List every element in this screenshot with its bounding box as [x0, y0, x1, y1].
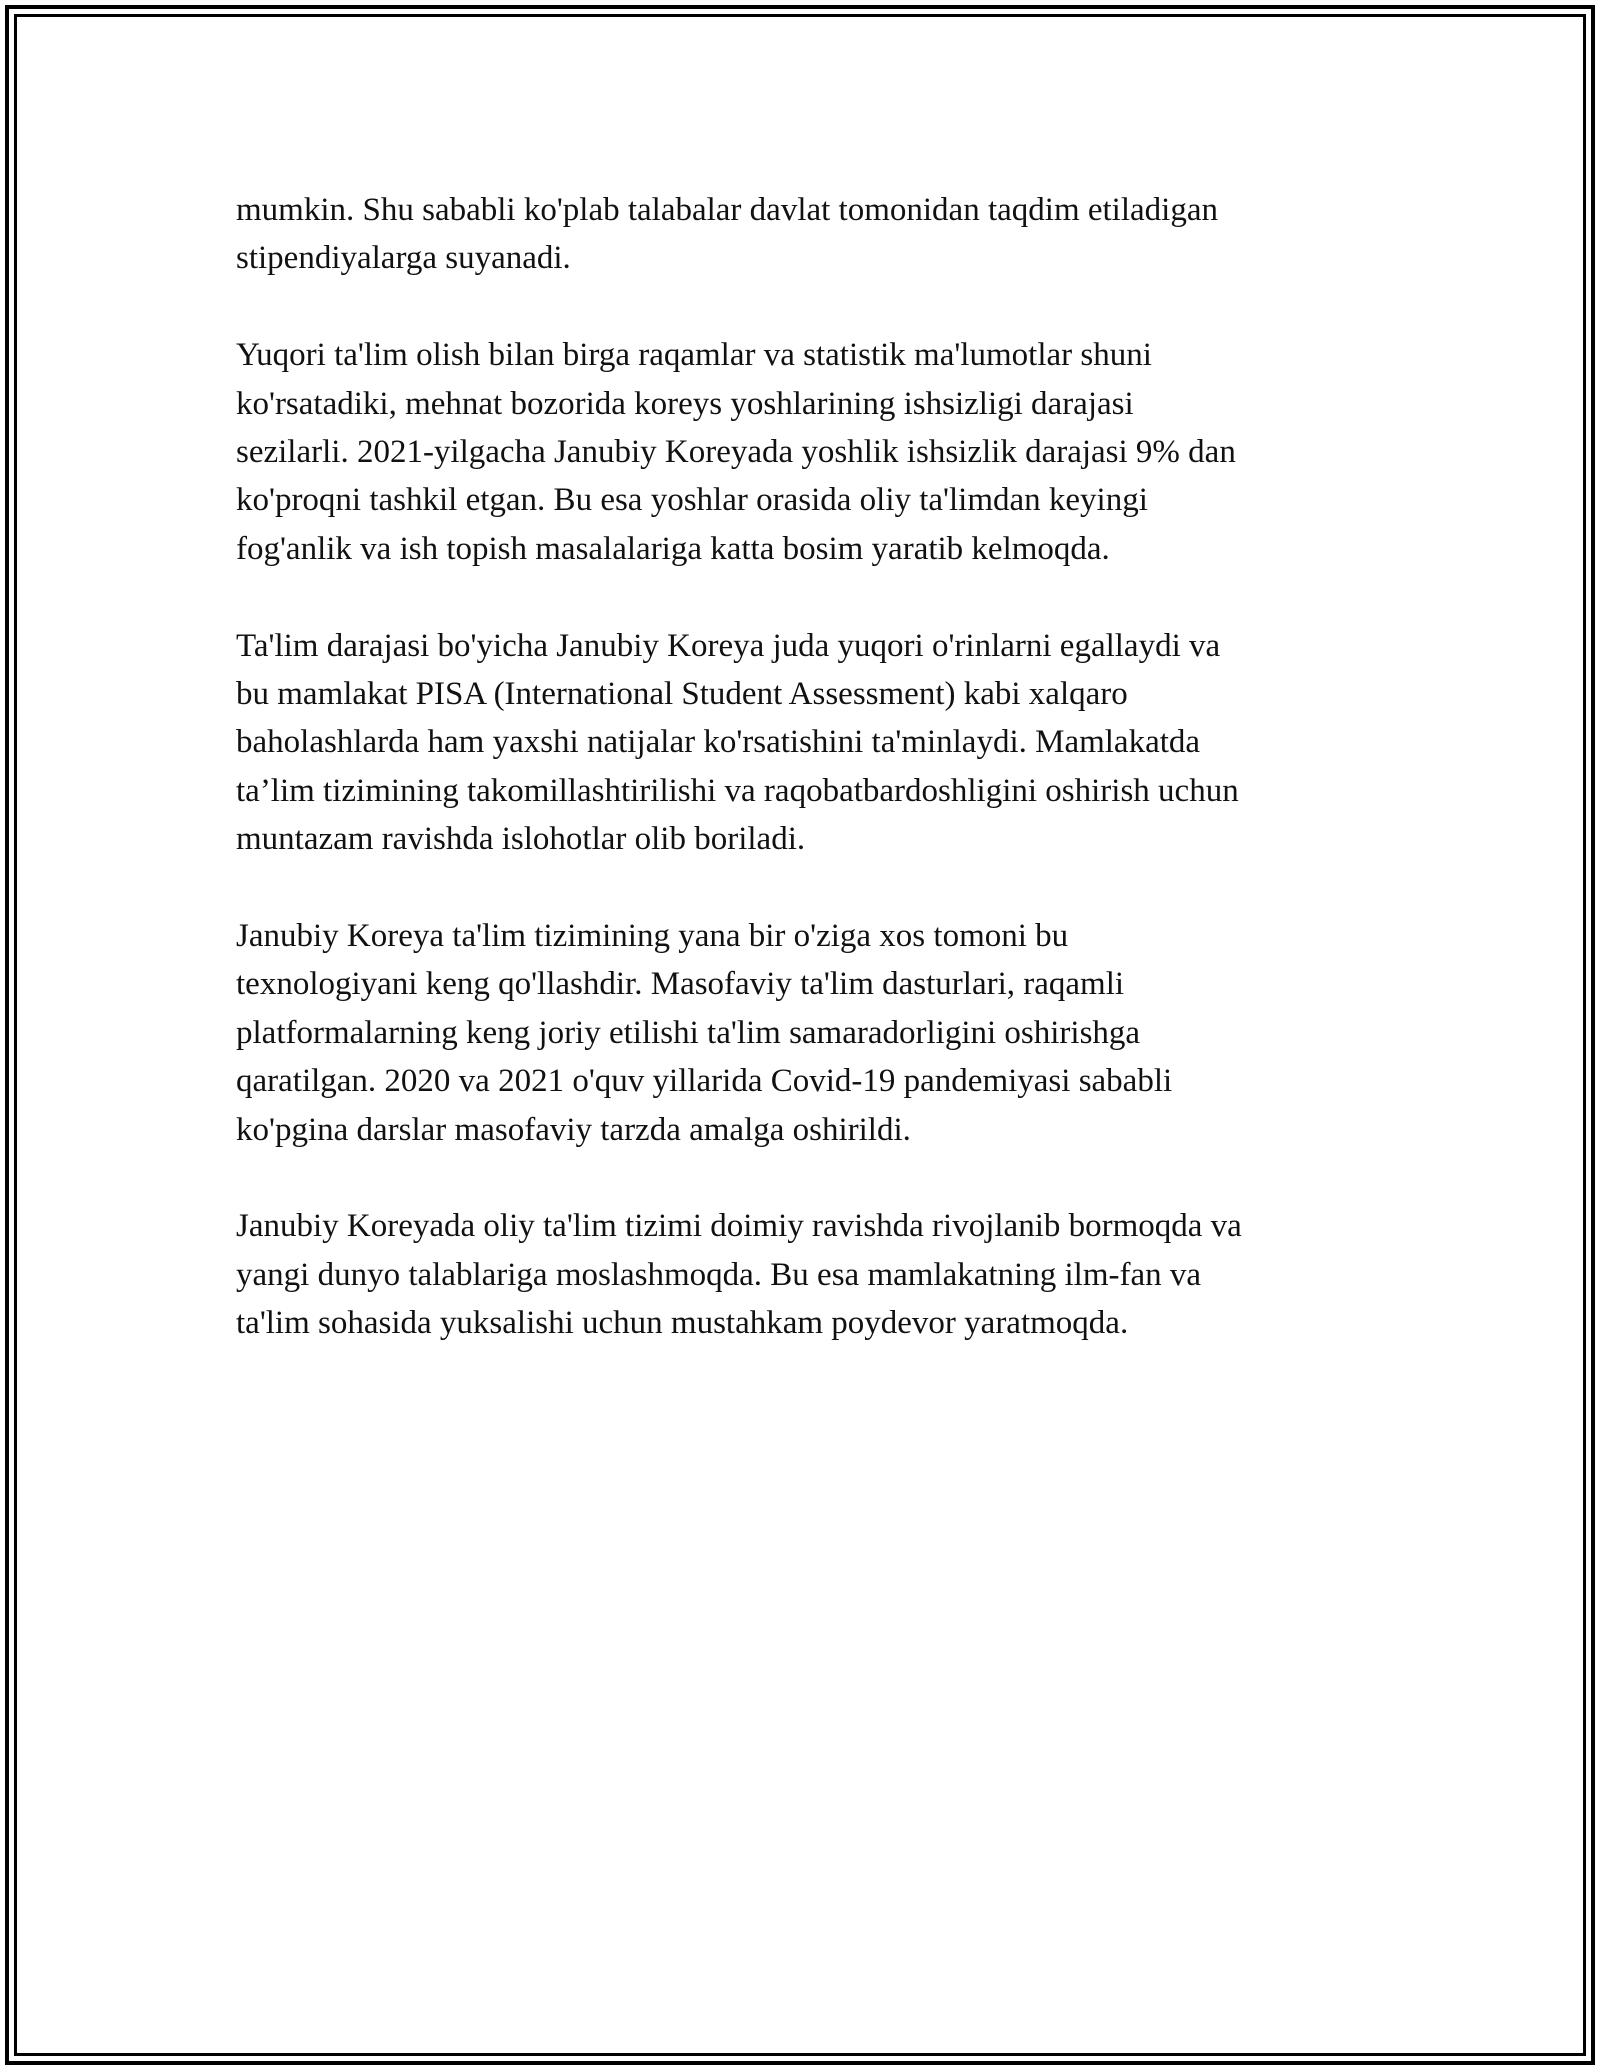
paragraph-5: Janubiy Koreyada oliy ta'lim tizimi doimiy ravishda rivojlanib bormoqda va yangi dunyo talablariga moslashmoqda. Bu esa mamlakatning ilm-fan va ta'lim sohasida yuksalishi uchun mustahkam poydevor yaratmoqda.: [236, 1208, 1242, 1342]
document-body: [236, 186, 1376, 1396]
paragraph-1: mumkin. Shu sababli ko'plab talabalar davlat tomonidan taqdim etiladigan stipendiyalarga suyanadi.: [236, 192, 1218, 277]
paragraph-3: Ta'lim darajasi bo'yicha Janubiy Koreya juda yuqori o'rinlarni egallaydi va bu mamlakat PISA (International Student Assessment) kabi xalqaro baholashlarda ham yaxshi natijalar ko'rsatishini ta'minlaydi. Mamlakatda ta’lim tizimining takomillashtirilishi va raqobatbardoshligini oshirish uchun muntazam ravishda islohotlar olib boriladi.: [236, 627, 1239, 858]
paragraph-4: Janubiy Koreya ta'lim tizimining yana bir o'ziga xos tomoni bu texnologiyani keng qo'llashdir. Masofaviy ta'lim dasturlari, raqamli platformalarning keng joriy etilishi ta'lim samaradorligini oshirishga qaratilgan. 2020 va 2021 o'quv yillarida Covid-19 pandemiyasi sababli ko'pgina darslar masofaviy tarzda amalga oshirildi.: [236, 918, 1173, 1148]
paragraph-2: Yuqori ta'lim olish bilan birga raqamlar va statistik ma'lumotlar shuni ko'rsatadiki, mehnat bozorida koreys yoshlarining ishsizligi darajasi sezilarli. 2021-yilgacha Janubiy Koreyada yoshlik ishsizlik darajasi 9% dan ko'proqni tashkil etgan. Bu esa yoshlar orasida oliy ta'limdan keyingi fog'anlik va ish topish masalalariga katta bosim yaratib kelmoqda.: [236, 337, 1236, 567]
